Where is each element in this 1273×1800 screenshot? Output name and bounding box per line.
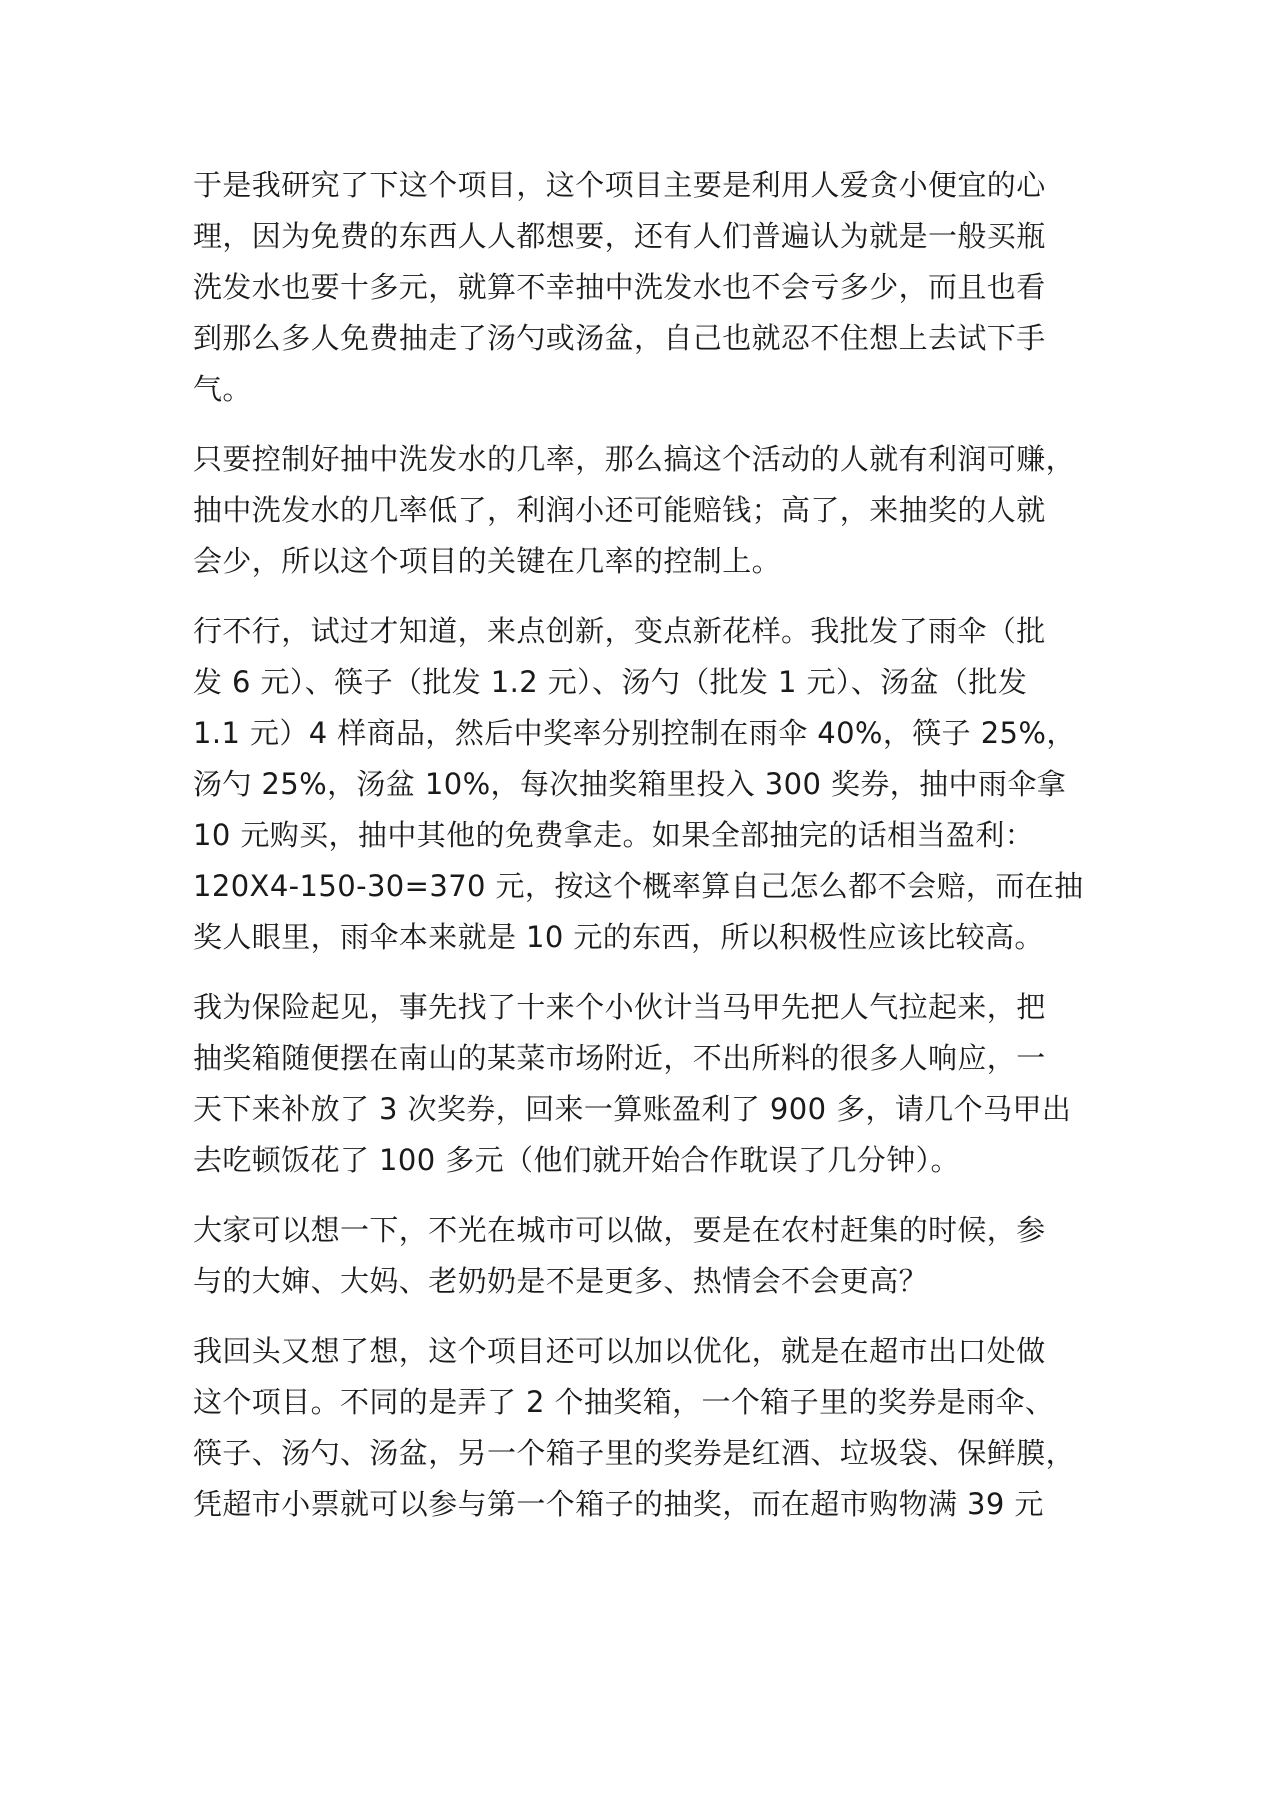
text-line: 奖人眼里，雨伞本来就是 10 元的东西，所以积极性应该比较高。 <box>193 920 1044 954</box>
text-line: 筷子、汤勺、汤盆，另一个箱子里的奖券是红酒、垃圾袋、保鲜膜， <box>193 1436 1076 1470</box>
text-line: 与的大婶、大妈、老奶奶是不是更多、热情会不会更高？ <box>193 1264 929 1298</box>
text-line: 1.1 元）4 样商品，然后中奖率分别控制在雨伞 40%，筷子 25%， <box>193 716 1076 750</box>
text-line: 大家可以想一下，不光在城市可以做，要是在农村赶集的时候，参 <box>193 1213 1046 1247</box>
paragraph-3 <box>193 606 1123 963</box>
paragraph-4 <box>193 982 1123 1186</box>
text-line: 天下来补放了 3 次奖券，回来一算账盈利了 900 多，请几个马甲出 <box>193 1092 1072 1126</box>
text-line: 气。 <box>193 372 252 406</box>
text-line: 10 元购买，抽中其他的免费拿走。如果全部抽完的话相当盈利： <box>193 818 1035 852</box>
text-line: 抽奖箱随便摆在南山的某菜市场附近，不出所料的很多人响应，一 <box>193 1041 1046 1075</box>
text-line: 凭超市小票就可以参与第一个箱子的抽奖，而在超市购物满 39 元 <box>193 1487 1044 1521</box>
text-line: 行不行，试过才知道，来点创新，变点新花样。我批发了雨伞（批 <box>193 614 1046 648</box>
text-line: 去吃顿饭花了 100 多元（他们就开始合作耽误了几分钟）。 <box>193 1143 960 1177</box>
text-line: 这个项目。不同的是弄了 2 个抽奖箱，一个箱子里的奖券是雨伞、 <box>193 1385 1055 1419</box>
text-line: 只要控制好抽中洗发水的几率，那么搞这个活动的人就有利润可赚， <box>193 442 1076 476</box>
text-line: 我回头又想了想，这个项目还可以加以优化，就是在超市出口处做 <box>193 1334 1046 1368</box>
text-line: 于是我研究了下这个项目，这个项目主要是利用人爱贪小便宜的心 <box>193 168 1046 202</box>
text-line: 到那么多人免费抽走了汤勺或汤盆，自己也就忍不住想上去试下手 <box>193 321 1046 355</box>
text-line: 120X4-150-30=370 元，按这个概率算自己怎么都不会赔，而在抽 <box>193 869 1084 903</box>
text-line: 汤勺 25%，汤盆 10%，每次抽奖箱里投入 300 奖券，抽中雨伞拿 <box>193 767 1067 801</box>
paragraph-1 <box>193 160 1123 415</box>
paragraph-6 <box>193 1326 1123 1530</box>
body-text <box>193 160 1123 1549</box>
text-line: 理，因为免费的东西人人都想要，还有人们普遍认为就是一般买瓶 <box>193 219 1046 253</box>
paragraph-5 <box>193 1205 1123 1307</box>
text-line: 抽中洗发水的几率低了，利润小还可能赔钱；高了，来抽奖的人就 <box>193 493 1046 527</box>
paragraph-2 <box>193 434 1123 587</box>
text-line: 发 6 元）、筷子（批发 1.2 元）、汤勺（批发 1 元）、汤盆（批发 <box>193 665 1028 699</box>
text-line: 我为保险起见，事先找了十来个小伙计当马甲先把人气拉起来，把 <box>193 990 1046 1024</box>
text-line: 洗发水也要十多元，就算不幸抽中洗发水也不会亏多少，而且也看 <box>193 270 1046 304</box>
text-line: 会少，所以这个项目的关键在几率的控制上。 <box>193 544 782 578</box>
